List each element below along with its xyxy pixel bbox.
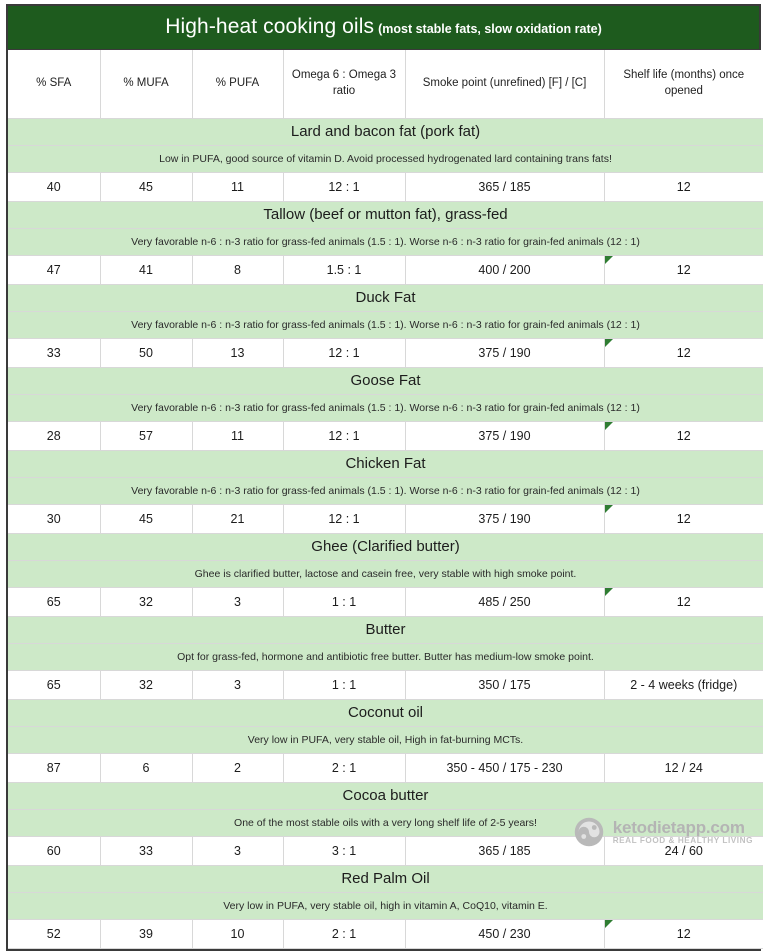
oil-values-row	[8, 338, 763, 367]
value-sfa: 87	[8, 753, 100, 782]
table-title: High-heat cooking oils	[165, 15, 375, 38]
oil-name: Cocoa butter	[8, 782, 763, 809]
oil-name: Lard and bacon fat (pork fat)	[8, 118, 763, 145]
oil-description-row	[8, 726, 763, 753]
oil-description-row	[8, 228, 763, 255]
site-branding-footer	[574, 817, 753, 847]
value-mufa: 6	[100, 753, 192, 782]
column-header-shelf-life: Shelf life (months) once opened	[604, 50, 763, 118]
value-sfa: 52	[8, 919, 100, 948]
branding-text	[613, 819, 753, 845]
oil-values-row	[8, 919, 763, 948]
column-header-row	[8, 50, 763, 118]
oil-description-row	[8, 311, 763, 338]
cooking-oils-table-sheet	[6, 4, 761, 951]
oil-values-row	[8, 172, 763, 201]
oil-description-row	[8, 560, 763, 587]
value-smoke-point: 450 / 230	[405, 919, 604, 948]
value-pufa: 21	[192, 504, 283, 533]
oil-description: Very favorable n-6 : n-3 ratio for grass-fed animals (1.5 : 1). Worse n-6 : n-3 ratio for grain-fed animals (12 : 1)	[8, 311, 763, 338]
value-mufa: 39	[100, 919, 192, 948]
oil-values-row	[8, 670, 763, 699]
oil-description: Low in PUFA, good source of vitamin D. Avoid processed hydrogenated lard containing trans fats!	[8, 145, 763, 172]
oil-description: Opt for grass-fed, hormone and antibiotic free butter. Butter has medium-low smoke point.	[8, 643, 763, 670]
ketodietapp-logo-icon	[574, 817, 604, 847]
value-mufa: 45	[100, 172, 192, 201]
column-header-omega-ratio: Omega 6 : Omega 3 ratio	[283, 50, 405, 118]
value-pufa: 8	[192, 255, 283, 284]
table-header	[8, 50, 763, 118]
value-sfa: 65	[8, 670, 100, 699]
value-sfa: 60	[8, 836, 100, 865]
oil-name: Coconut oil	[8, 699, 763, 726]
value-smoke-point: 365 / 185	[405, 172, 604, 201]
value-mufa: 45	[100, 504, 192, 533]
brand-name: ketodietapp.com	[612, 817, 745, 837]
oil-name: Red Palm Oil	[8, 865, 763, 892]
oil-name-row	[8, 533, 763, 560]
value-sfa: 33	[8, 338, 100, 367]
column-header-mufa: % MUFA	[100, 50, 192, 118]
oil-name-row	[8, 616, 763, 643]
oil-description: Ghee is clarified butter, lactose and casein free, very stable with high smoke point.	[8, 560, 763, 587]
table-subtitle: (most stable fats, slow oxidation rate)	[378, 22, 602, 36]
value-shelf-life: 12 / 24	[604, 753, 763, 782]
oil-values-row	[8, 255, 763, 284]
value-shelf-life: 12	[604, 172, 763, 201]
value-mufa: 33	[100, 836, 192, 865]
value-sfa: 47	[8, 255, 100, 284]
value-pufa: 11	[192, 421, 283, 450]
value-mufa: 41	[100, 255, 192, 284]
oil-name-row	[8, 450, 763, 477]
oil-values-row	[8, 504, 763, 533]
value-shelf-life: 12	[604, 919, 763, 948]
oil-values-row	[8, 587, 763, 616]
value-omega-ratio: 3 : 1	[283, 836, 405, 865]
oil-name-row	[8, 782, 763, 809]
oil-description-row	[8, 892, 763, 919]
oil-values-row	[8, 753, 763, 782]
value-shelf-life: 12	[604, 338, 763, 367]
oil-name-row	[8, 118, 763, 145]
value-smoke-point: 375 / 190	[405, 504, 604, 533]
oils-data-table	[8, 50, 763, 949]
value-pufa: 10	[192, 919, 283, 948]
value-smoke-point: 350 / 175	[405, 670, 604, 699]
value-smoke-point: 350 - 450 / 175 - 230	[405, 753, 604, 782]
value-shelf-life: 12	[604, 504, 763, 533]
value-shelf-life: 12	[604, 587, 763, 616]
value-smoke-point: 400 / 200	[405, 255, 604, 284]
value-mufa: 32	[100, 670, 192, 699]
oil-description: Very favorable n-6 : n-3 ratio for grass-fed animals (1.5 : 1). Worse n-6 : n-3 ratio for grain-fed animals (12 : 1)	[8, 228, 763, 255]
oil-name: Duck Fat	[8, 284, 763, 311]
value-sfa: 40	[8, 172, 100, 201]
oil-name: Tallow (beef or mutton fat), grass-fed	[8, 201, 763, 228]
value-mufa: 32	[100, 587, 192, 616]
value-pufa: 2	[192, 753, 283, 782]
oil-name: Ghee (Clarified butter)	[8, 533, 763, 560]
oil-description-row	[8, 394, 763, 421]
value-pufa: 3	[192, 670, 283, 699]
oil-description: Very favorable n-6 : n-3 ratio for grass-fed animals (1.5 : 1). Worse n-6 : n-3 ratio for grain-fed animals (12 : 1)	[8, 394, 763, 421]
value-shelf-life: 12	[604, 421, 763, 450]
oil-name: Chicken Fat	[8, 450, 763, 477]
value-omega-ratio: 12 : 1	[283, 421, 405, 450]
column-header-pufa: % PUFA	[192, 50, 283, 118]
oil-name-row	[8, 367, 763, 394]
value-smoke-point: 365 / 185	[405, 836, 604, 865]
oil-description-row	[8, 477, 763, 504]
oil-name-row	[8, 284, 763, 311]
oil-description: Very low in PUFA, very stable oil, high in vitamin A, CoQ10, vitamin E.	[8, 892, 763, 919]
value-mufa: 57	[100, 421, 192, 450]
oil-name-row	[8, 699, 763, 726]
column-header-smoke-point: Smoke point (unrefined) [F] / [C]	[405, 50, 604, 118]
value-omega-ratio: 2 : 1	[283, 919, 405, 948]
value-sfa: 28	[8, 421, 100, 450]
value-omega-ratio: 1 : 1	[283, 670, 405, 699]
value-shelf-life: 24 / 60	[604, 836, 763, 865]
value-shelf-life: 2 - 4 weeks (fridge)	[604, 670, 763, 699]
oil-name-row	[8, 865, 763, 892]
value-smoke-point: 375 / 190	[405, 421, 604, 450]
value-smoke-point: 485 / 250	[405, 587, 604, 616]
value-omega-ratio: 1 : 1	[283, 587, 405, 616]
value-sfa: 65	[8, 587, 100, 616]
value-pufa: 3	[192, 587, 283, 616]
oil-description: Very low in PUFA, very stable oil, High in fat-burning MCTs.	[8, 726, 763, 753]
value-omega-ratio: 12 : 1	[283, 338, 405, 367]
value-pufa: 3	[192, 836, 283, 865]
oil-name: Goose Fat	[8, 367, 763, 394]
value-mufa: 50	[100, 338, 192, 367]
value-omega-ratio: 12 : 1	[283, 172, 405, 201]
value-pufa: 13	[192, 338, 283, 367]
value-omega-ratio: 12 : 1	[283, 504, 405, 533]
oil-name-row	[8, 201, 763, 228]
value-shelf-life: 12	[604, 255, 763, 284]
value-pufa: 11	[192, 172, 283, 201]
oil-description: Very favorable n-6 : n-3 ratio for grass-fed animals (1.5 : 1). Worse n-6 : n-3 ratio for grain-fed animals (12 : 1)	[8, 477, 763, 504]
value-omega-ratio: 2 : 1	[283, 753, 405, 782]
brand-tagline: REAL FOOD & HEALTHY LIVING	[612, 835, 753, 845]
oil-name: Butter	[8, 616, 763, 643]
oil-description-row	[8, 643, 763, 670]
column-header-sfa: % SFA	[8, 50, 100, 118]
value-omega-ratio: 1.5 : 1	[283, 255, 405, 284]
oil-description: One of the most stable oils with a very long shelf life of 2-5 years!	[8, 809, 763, 836]
value-smoke-point: 375 / 190	[405, 338, 604, 367]
oil-description-row	[8, 145, 763, 172]
oil-values-row	[8, 421, 763, 450]
table-title-banner	[8, 6, 759, 50]
value-sfa: 30	[8, 504, 100, 533]
